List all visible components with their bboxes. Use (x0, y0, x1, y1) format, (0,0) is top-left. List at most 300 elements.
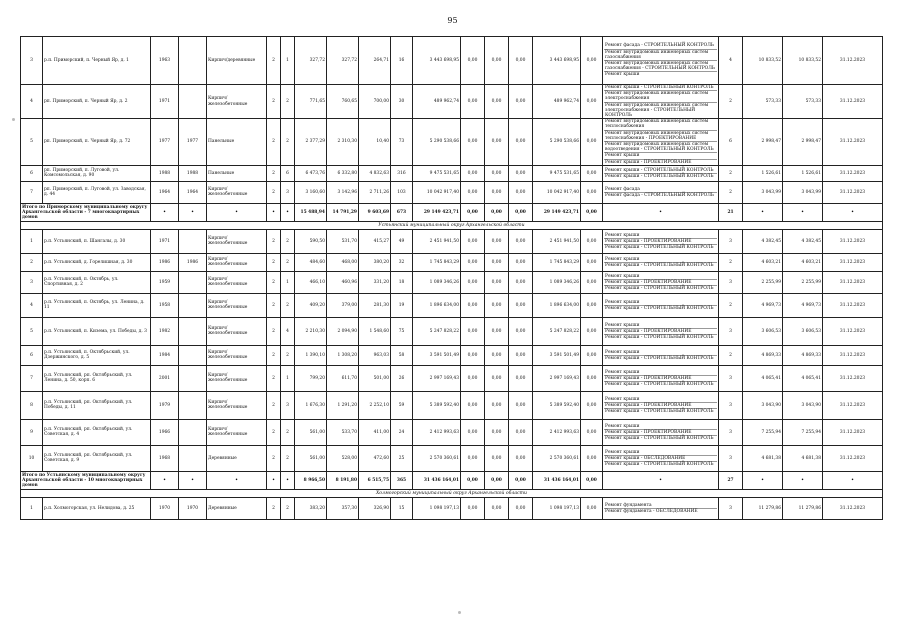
table-row (21, 165, 883, 181)
total-row (21, 471, 883, 489)
regional-budget-cell: 0,00 (485, 253, 509, 271)
local-budget-cell: 0,00 (509, 165, 533, 181)
deadline-cell: 31.12.2023 (823, 391, 883, 419)
work-item: Ремонт крыши (605, 72, 640, 78)
placeholder-dot-cell: • (267, 471, 281, 489)
works-list-cell (603, 345, 719, 365)
floors-cell: 2 (267, 445, 281, 471)
total-area-cell: 3 160,60 (295, 181, 327, 203)
total-area-cell: 409,20 (295, 293, 327, 317)
year-commissioned-cell: 1977 (179, 119, 207, 166)
unit-cost-cell: 10 833,52 (743, 37, 783, 85)
wall-material-cell: Кирпич/железобетонные (207, 293, 267, 317)
owners-funds-cell: 5 290 538,66 (533, 119, 581, 166)
premises-area-cell: 6 332,80 (327, 165, 359, 181)
work-item: Ремонт крыши - СТРОИТЕЛЬНЫЙ КОНТРОЛЬ (605, 262, 714, 268)
address-cell: р.п. Устьянский, п. Кизема, ул. Победы, д. 3 (43, 317, 151, 345)
total-area-cell: 383,20 (295, 497, 327, 519)
entrances-cell: 2 (281, 445, 295, 471)
work-item: Ремонт крыши (604, 300, 717, 306)
max-unit-cost-cell: 3 043,90 (783, 391, 823, 419)
total-area-cell: 6 473,76 (295, 165, 327, 181)
address-cell: р.п. Устьянский, п. Шангалы, д. 30 (43, 229, 151, 253)
works-list-cell (603, 37, 719, 85)
wall-material-cell: Кирпич/железобетонные (207, 253, 267, 271)
repair-cost-cell: 2 451 941,50 (413, 229, 461, 253)
residential-area-cell: 2 711,26 (359, 181, 391, 203)
fund-share-cell: 0,00 (461, 471, 485, 489)
repair-cost-cell: 9 475 531,65 (413, 165, 461, 181)
premises-area-cell: 327,72 (327, 37, 359, 85)
owners-funds-cell: 2 412 993,63 (533, 419, 581, 445)
floors-cell: 2 (267, 85, 281, 119)
work-item: Ремонт внутридомовых инженерных систем теплоснабжения (604, 119, 717, 130)
residents-cell: 26 (391, 365, 413, 391)
work-item: Ремонт крыши - СТРОИТЕЛЬНЫЙ КОНТРОЛЬ (605, 461, 714, 467)
unit-cost-cell: 2 998,47 (743, 119, 783, 166)
regional-budget-cell: 0,00 (485, 119, 509, 166)
residential-area-cell: 415,27 (359, 229, 391, 253)
address-cell: р.п. Устьянский, п. Октябрь, ул. Спортивная, д. 2 (43, 271, 151, 293)
residential-area-cell: 281,30 (359, 293, 391, 317)
wall-material-cell: Кирпич/железобетонные (207, 391, 267, 419)
premises-area-cell: 760,65 (327, 85, 359, 119)
entrances-cell: 1 (281, 37, 295, 85)
regional-budget-cell: 0,00 (485, 203, 509, 221)
row-number: 7 (21, 181, 43, 203)
unit-cost-cell: 4 869,33 (743, 345, 783, 365)
year-built-cell: 1966 (151, 419, 179, 445)
year-commissioned-cell (179, 317, 207, 345)
local-budget-cell: 0,00 (509, 181, 533, 203)
wall-material-cell: Кирпич/железобетонные (207, 419, 267, 445)
works-list-cell (603, 391, 719, 419)
floors-cell: 2 (267, 119, 281, 166)
local-budget-cell: 0,00 (509, 293, 533, 317)
owners-funds-cell: 489 962,74 (533, 85, 581, 119)
floors-cell: 2 (267, 181, 281, 203)
table-row (21, 419, 883, 445)
section-header-row (21, 221, 883, 229)
repair-cost-cell: 1 745 843,29 (413, 253, 461, 271)
repair-cost-cell: 5 247 828,22 (413, 317, 461, 345)
year-commissioned-cell (179, 419, 207, 445)
premises-area-cell: 460,96 (327, 271, 359, 293)
other-funds-cell: 0,00 (581, 471, 603, 489)
works-list-cell (603, 293, 719, 317)
table-row (21, 119, 883, 166)
local-budget-cell: 0,00 (509, 37, 533, 85)
total-area-cell: 484,60 (295, 253, 327, 271)
premises-area-cell: 1 291,20 (327, 391, 359, 419)
residential-area-cell: 411,00 (359, 419, 391, 445)
work-item: Ремонт фасада (604, 187, 717, 193)
table-row (21, 181, 883, 203)
address-cell: р.п. Устьянский, рп. Октябрьский, ул. Советская, д. 9 (43, 445, 151, 471)
fund-share-cell: 0,00 (461, 365, 485, 391)
year-commissioned-cell (179, 365, 207, 391)
fund-share-cell: 0,00 (461, 203, 485, 221)
owners-funds-cell: 29 149 423,71 (533, 203, 581, 221)
row-number: 9 (21, 419, 43, 445)
fund-share-cell: 0,00 (461, 229, 485, 253)
premises-area-cell: 528,00 (327, 445, 359, 471)
row-number: 3 (21, 37, 43, 85)
unit-cost-cell: 4 681,38 (743, 445, 783, 471)
residents-cell: 73 (391, 119, 413, 166)
total-area-cell: 1 390,10 (295, 345, 327, 365)
max-unit-cost-cell: 2 255,99 (783, 271, 823, 293)
local-budget-cell: 0,00 (509, 419, 533, 445)
placeholder-dot-cell: • (281, 203, 295, 221)
year-commissioned-cell (179, 85, 207, 119)
residential-area-cell: 264,71 (359, 37, 391, 85)
residential-area-cell: 1 548,60 (359, 317, 391, 345)
max-unit-cost-cell: 573,33 (783, 85, 823, 119)
other-funds-cell: 0,00 (581, 293, 603, 317)
fund-share-cell: 0,00 (461, 497, 485, 519)
year-built-cell: 1964 (151, 181, 179, 203)
row-number: 1 (21, 229, 43, 253)
premises-area-cell: 611,70 (327, 365, 359, 391)
floors-cell: 2 (267, 317, 281, 345)
work-item: Ремонт крыши - СТРОИТЕЛЬНЫЙ КОНТРОЛЬ (605, 408, 714, 414)
works-list-cell (603, 253, 719, 271)
repair-cost-cell: 10 042 917,40 (413, 181, 461, 203)
max-unit-cost-cell: 2 998,47 (783, 119, 823, 166)
fund-share-cell: 0,00 (461, 391, 485, 419)
floors-cell: 2 (267, 253, 281, 271)
table-row (21, 253, 883, 271)
entrances-cell: 2 (281, 85, 295, 119)
year-built-cell: 1968 (151, 445, 179, 471)
year-commissioned-cell (179, 345, 207, 365)
other-funds-cell: 0,00 (581, 165, 603, 181)
other-funds-cell: 0,00 (581, 317, 603, 345)
premises-area-cell: 3 142,96 (327, 181, 359, 203)
row-number: 2 (21, 253, 43, 271)
other-funds-cell: 0,00 (581, 445, 603, 471)
wall-material-cell: Кирпич/железобетонные (207, 365, 267, 391)
regional-budget-cell: 0,00 (485, 293, 509, 317)
total-area-cell: 590,50 (295, 229, 327, 253)
address-cell: рп. Приморский, п. Луговой, ул. Заводская, д. 44 (43, 181, 151, 203)
residential-area-cell: 331,20 (359, 271, 391, 293)
fund-share-cell: 0,00 (461, 165, 485, 181)
other-funds-cell: 0,00 (581, 253, 603, 271)
total-area-cell: 15 488,94 (295, 203, 327, 221)
capital-repair-table (20, 36, 883, 520)
other-funds-cell: 0,00 (581, 181, 603, 203)
repair-cost-cell: 1 896 634,00 (413, 293, 461, 317)
placeholder-dot-cell: • (151, 203, 179, 221)
total-area-cell: 561,00 (295, 419, 327, 445)
deadline-cell: 31.12.2023 (823, 345, 883, 365)
fund-share-cell: 0,00 (461, 271, 485, 293)
table-row (21, 497, 883, 519)
residents-cell: 30 (391, 85, 413, 119)
fund-share-cell: 0,00 (461, 181, 485, 203)
work-item: Ремонт крыши (604, 350, 717, 356)
entrances-cell: 3 (281, 391, 295, 419)
residential-area-cell: 2 252,10 (359, 391, 391, 419)
repair-cost-cell: 1 089 346,26 (413, 271, 461, 293)
owners-funds-cell: 5 247 828,22 (533, 317, 581, 345)
fund-share-cell: 0,00 (461, 119, 485, 166)
local-budget-cell: 0,00 (509, 85, 533, 119)
work-item: Ремонт фасада - СТРОИТЕЛЬНЫЙ КОНТРОЛЬ (604, 43, 717, 49)
works-list-cell (603, 85, 719, 119)
year-commissioned-cell (179, 271, 207, 293)
address-cell: р.п. Устьянский, п. Октябрьский, ул. Дзержинского, д. 5 (43, 345, 151, 365)
residents-cell: 59 (391, 391, 413, 419)
entrances-cell: 2 (281, 497, 295, 519)
work-item: Ремонт крыши - СТРОИТЕЛЬНЫЙ КОНТРОЛЬ (605, 435, 714, 441)
deadline-cell: • (823, 471, 883, 489)
fund-share-cell: 0,00 (461, 37, 485, 85)
total-area-cell: 561,00 (295, 445, 327, 471)
year-built-cell: 1982 (151, 317, 179, 345)
work-item: Ремонт крыши - ПРОЕКТИРОВАНИЕ (604, 403, 717, 409)
floors-cell: 2 (267, 165, 281, 181)
year-built-cell: 1958 (151, 293, 179, 317)
other-funds-cell: 0,00 (581, 365, 603, 391)
owners-funds-cell: 1 098 197,13 (533, 497, 581, 519)
premises-area-cell: 2 310,30 (327, 119, 359, 166)
table-row (21, 391, 883, 419)
floors-cell: 2 (267, 391, 281, 419)
unit-cost-cell: 7 255,94 (743, 419, 783, 445)
work-item: Ремонт внутридомовых инженерных систем водоотведения - СТРОИТЕЛЬНЫЙ КОНТРОЛЬ (604, 142, 717, 153)
year-built-cell: 1970 (151, 497, 179, 519)
repair-cost-cell: 2 570 360,61 (413, 445, 461, 471)
owners-funds-cell: 2 570 360,61 (533, 445, 581, 471)
table-row (21, 345, 883, 365)
deadline-cell: • (823, 203, 883, 221)
repair-cost-cell: 3 443 698,95 (413, 37, 461, 85)
regional-budget-cell: 0,00 (485, 317, 509, 345)
owners-funds-cell: 31 436 164,01 (533, 471, 581, 489)
entrances-cell: 2 (281, 229, 295, 253)
work-item: Ремонт крыши - СТРОИТЕЛЬНЫЙ КОНТРОЛЬ (605, 244, 714, 250)
other-funds-cell: 0,00 (581, 419, 603, 445)
placeholder-dot-cell: • (281, 471, 295, 489)
works-count-cell: 2 (719, 181, 743, 203)
fund-share-cell: 0,00 (461, 293, 485, 317)
entrances-cell: 2 (281, 119, 295, 166)
address-cell: рп. Приморский, п. Черный Яр, д. 72 (43, 119, 151, 166)
year-commissioned-cell: 1970 (179, 497, 207, 519)
work-item: Ремонт внутридомовых инженерных систем электроснабжения (604, 91, 717, 102)
placeholder-dot-cell: • (267, 203, 281, 221)
owners-funds-cell: 10 042 917,40 (533, 181, 581, 203)
wall-material-cell: Панельные (207, 165, 267, 181)
work-item: Ремонт фундамента (604, 503, 717, 509)
table-row (21, 317, 883, 345)
section-title: Устьянский муниципальный округ Архангельской области (21, 221, 883, 229)
local-budget-cell: 0,00 (509, 391, 533, 419)
regional-budget-cell: 0,00 (485, 229, 509, 253)
entrances-cell: 1 (281, 365, 295, 391)
works-count-cell: 3 (719, 497, 743, 519)
local-budget-cell: 0,00 (509, 471, 533, 489)
residential-area-cell: 700,00 (359, 85, 391, 119)
address-cell: р.п. Устьянский, д. Горелишная, д. 30 (43, 253, 151, 271)
section-title: Холмогорский муниципальный округ Архангельской области (21, 489, 883, 497)
regional-budget-cell: 0,00 (485, 391, 509, 419)
address-cell: р.п. Устьянский, рп. Октябрьский, ул. Победы, д. 11 (43, 391, 151, 419)
floors-cell: 2 (267, 37, 281, 85)
total-area-cell: 8 966,50 (295, 471, 327, 489)
row-number: 10 (21, 445, 43, 471)
year-commissioned-cell (179, 445, 207, 471)
placeholder-dot-cell: • (207, 471, 267, 489)
residential-area-cell: 963,03 (359, 345, 391, 365)
residents-cell: 103 (391, 181, 413, 203)
deadline-cell: 31.12.2023 (823, 119, 883, 166)
work-item: Ремонт крыши - СТРОИТЕЛЬНЫЙ КОНТРОЛЬ (604, 85, 717, 91)
works-count-cell: 3 (719, 445, 743, 471)
owners-funds-cell: 3 443 698,95 (533, 37, 581, 85)
work-item: Ремонт крыши - СТРОИТЕЛЬНЫЙ КОНТРОЛЬ (605, 285, 714, 291)
address-cell: рп. Приморский, п. Черный Яр, д. 2 (43, 85, 151, 119)
table-row (21, 85, 883, 119)
local-budget-cell: 0,00 (509, 203, 533, 221)
residents-cell: 16 (391, 37, 413, 85)
max-unit-cost-cell: • (783, 203, 823, 221)
scan-dot (12, 118, 15, 121)
work-item: Ремонт крыши (604, 153, 717, 159)
max-unit-cost-cell: 4 603,21 (783, 253, 823, 271)
year-commissioned-cell (179, 391, 207, 419)
work-item: Ремонт крыши - ПРОЕКТИРОВАНИЕ (604, 239, 717, 245)
works-count-cell: 3 (719, 419, 743, 445)
works-list-cell (603, 317, 719, 345)
floors-cell: 2 (267, 229, 281, 253)
work-item: Ремонт крыши - СТРОИТЕЛЬНЫЙ КОНТРОЛЬ (605, 381, 714, 387)
deadline-cell: 31.12.2023 (823, 253, 883, 271)
premises-area-cell: 468,00 (327, 253, 359, 271)
residents-cell: 673 (391, 203, 413, 221)
work-item: Ремонт фасада - СТРОИТЕЛЬНЫЙ КОНТРОЛЬ (605, 192, 714, 198)
floors-cell: 2 (267, 365, 281, 391)
wall-material-cell: Панельные (207, 119, 267, 166)
deadline-cell: 31.12.2023 (823, 85, 883, 119)
works-list-cell (603, 165, 719, 181)
address-cell: р.п. Устьянский, п. Октябрь, ул. Ленина, д. 11 (43, 293, 151, 317)
works-list-cell (603, 497, 719, 519)
work-item: Ремонт внутридомовых инженерных систем газоснабжения - СТРОИТЕЛЬНЫЙ КОНТРОЛЬ (604, 61, 717, 72)
deadline-cell: 31.12.2023 (823, 317, 883, 345)
repair-cost-cell: 3 591 501,49 (413, 345, 461, 365)
total-label-cell: Итого по Устьянскому муниципальному округу Архангельской области - 10 многоквартирных домов (21, 471, 151, 489)
address-cell: р.п. Приморский, п. Черный Яр, д. 1 (43, 37, 151, 85)
residents-cell: 365 (391, 471, 413, 489)
scan-dot (458, 611, 461, 614)
total-area-cell: 1 676,30 (295, 391, 327, 419)
table-row (21, 229, 883, 253)
address-cell: рп. Приморский, п. Луговой, ул. Комсомольская, д. 90 (43, 165, 151, 181)
premises-area-cell: 1 308,20 (327, 345, 359, 365)
residents-cell: 24 (391, 419, 413, 445)
unit-cost-cell: 4 382,45 (743, 229, 783, 253)
year-commissioned-cell: 1988 (179, 165, 207, 181)
fund-share-cell: 0,00 (461, 85, 485, 119)
local-budget-cell: 0,00 (509, 497, 533, 519)
repair-cost-cell: 2 412 993,63 (413, 419, 461, 445)
regional-budget-cell: 0,00 (485, 85, 509, 119)
wall-material-cell: Кирпич/деревянные (207, 37, 267, 85)
unit-cost-cell: 4 969,73 (743, 293, 783, 317)
placeholder-dot-cell: • (179, 203, 207, 221)
residential-area-cell: 380,20 (359, 253, 391, 271)
local-budget-cell: 0,00 (509, 317, 533, 345)
year-built-cell: 2001 (151, 365, 179, 391)
residential-area-cell: 9 603,69 (359, 203, 391, 221)
total-label-cell: Итого по Приморскому муниципальному округу Архангельской области - 7 многоквартирных домов (21, 203, 151, 221)
other-funds-cell: 0,00 (581, 345, 603, 365)
owners-funds-cell: 3 591 501,49 (533, 345, 581, 365)
work-item: Ремонт крыши (604, 233, 717, 239)
wall-material-cell: Кирпич/железобетонные (207, 317, 267, 345)
table-row (21, 271, 883, 293)
deadline-cell: 31.12.2023 (823, 165, 883, 181)
work-item: Ремонт фундамента - ОБСЛЕДОВАНИЕ (605, 508, 698, 514)
max-unit-cost-cell: 4 969,73 (783, 293, 823, 317)
wall-material-cell: Деревянные (207, 497, 267, 519)
works-list-cell (603, 419, 719, 445)
owners-funds-cell: 1 745 843,29 (533, 253, 581, 271)
deadline-cell: 31.12.2023 (823, 229, 883, 253)
placeholder-dot-cell: • (151, 471, 179, 489)
work-item: Ремонт внутридомовых инженерных систем теплоснабжения - ПРОЕКТИРОВАНИЕ (604, 131, 717, 142)
entrances-cell: 2 (281, 419, 295, 445)
max-unit-cost-cell: • (783, 471, 823, 489)
row-number: 4 (21, 85, 43, 119)
entrances-cell: 2 (281, 293, 295, 317)
unit-cost-cell: 3 043,99 (743, 181, 783, 203)
max-unit-cost-cell: 10 833,52 (783, 37, 823, 85)
residents-cell: 49 (391, 229, 413, 253)
work-item: Ремонт крыши - СТРОИТЕЛЬНЫЙ КОНТРОЛЬ (605, 334, 714, 340)
owners-funds-cell: 5 389 592,40 (533, 391, 581, 419)
row-number: 7 (21, 365, 43, 391)
fund-share-cell: 0,00 (461, 419, 485, 445)
year-built-cell: 1986 (151, 253, 179, 271)
work-item: Ремонт крыши - СТРОИТЕЛЬНЫЙ КОНТРОЛЬ (605, 173, 714, 179)
deadline-cell: 31.12.2023 (823, 271, 883, 293)
year-built-cell: 1971 (151, 229, 179, 253)
year-commissioned-cell (179, 37, 207, 85)
year-built-cell: 1963 (151, 37, 179, 85)
works-count-cell: 6 (719, 119, 743, 166)
works-list-cell (603, 445, 719, 471)
local-budget-cell: 0,00 (509, 445, 533, 471)
works-list-cell (603, 119, 719, 166)
unit-cost-cell: 3 043,90 (743, 391, 783, 419)
works-count-cell: 3 (719, 229, 743, 253)
residential-area-cell: 10,40 (359, 119, 391, 166)
works-count-cell: 3 (719, 271, 743, 293)
work-item: Ремонт крыши - СТРОИТЕЛЬНЫЙ КОНТРОЛЬ (605, 305, 714, 311)
total-row (21, 203, 883, 221)
deadline-cell: 31.12.2023 (823, 419, 883, 445)
premises-area-cell: 379,00 (327, 293, 359, 317)
work-item: Ремонт крыши (604, 257, 717, 263)
row-number: 3 (21, 271, 43, 293)
deadline-cell: 31.12.2023 (823, 293, 883, 317)
works-list-cell (603, 365, 719, 391)
